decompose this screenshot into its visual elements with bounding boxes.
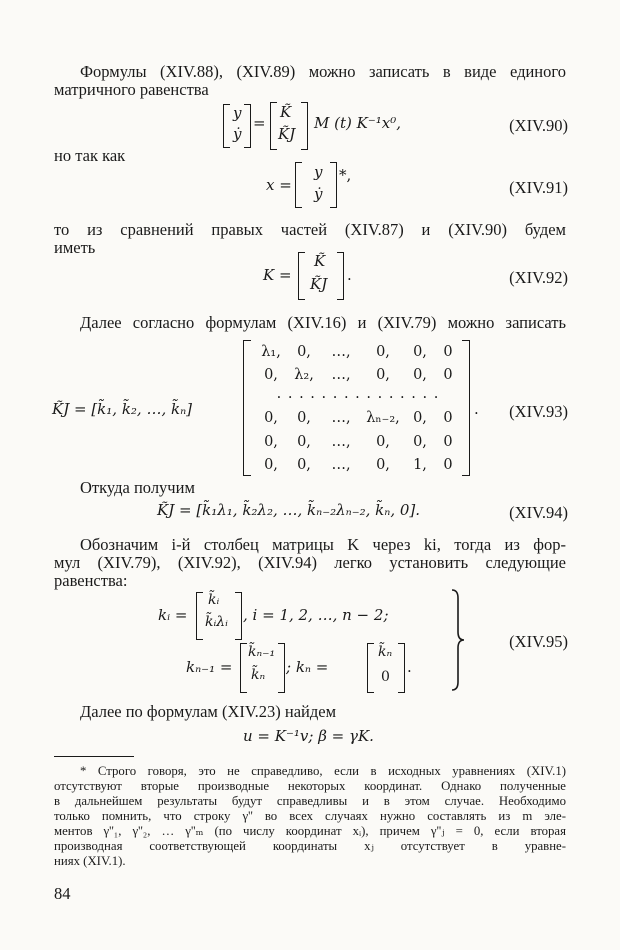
eq95-l2-bot2: 0 [381,669,390,685]
bracket-right [330,162,337,208]
eq92-lhs: K = [263,266,292,284]
matrix-cell: 0, [297,434,311,450]
eq95-l2-mid: ; kₙ = [286,658,329,676]
bracket-right [278,643,285,693]
matrix-cell: 1, [413,457,427,473]
bracket-right [398,643,405,693]
matrix-cell: 0, [376,367,390,383]
eq93-lhs: K̃J = [k̃₁, k̃₂, …, k̃ₙ] [52,400,193,418]
equation-number: (XIV.94) [509,503,568,522]
equation-number: (XIV.90) [509,116,568,135]
eq93-period: . [474,400,479,418]
eq95-l1-bot: k̃ᵢλᵢ [205,614,228,630]
bracket-left [295,162,302,208]
bracket-left [298,252,305,300]
paragraph-6-line-2: мул (XIV.79), (XIV.92), (XIV.94) легко установить следующие [54,553,566,572]
matrix-cell: 0, [297,344,311,360]
bracket-left [196,592,203,640]
bracket-left [367,643,374,693]
eq92-bot: K̃J [310,275,328,293]
footnote-line-4: только помнить, что строку γ'' во всех случаях нужно составлять из m эле- [54,809,566,823]
curly-brace-right [450,588,466,692]
eq95-l2-top: k̃ₙ₋₁ [248,644,276,660]
eq91-bot: ẏ [314,185,323,203]
matrix-cell: 0, [413,410,427,426]
matrix-cell: λₙ₋₂, [366,410,400,426]
eq92-tail: . [347,266,352,284]
matrix-cell: …, [331,434,351,450]
footnote-line-2: отсутствуют вторые производные некоторых координат. Однако полученные [54,779,566,793]
footnote-line-3: в дальнейшем результаты будут справедливы и в этом случае. Необходимо [54,794,566,808]
eq90-tail: M (t) K⁻¹x⁰, [314,114,402,132]
eq90-rhs-bot: K̃J [278,125,296,143]
footnote-line-5: ментов γ''₁, γ''₂, … γ''ₘ (по числу координат xᵢ), причем γ''ⱼ = 0, если вторая [54,824,566,838]
matrix-cell: 0, [264,434,278,450]
matrix-cell: 0 [443,457,453,473]
matrix-cell: 0, [413,344,427,360]
matrix-cell: …, [331,410,351,426]
equation-number: (XIV.91) [509,178,568,197]
bracket-right [244,104,251,148]
bracket-right [301,102,308,150]
bracket-left [240,643,247,693]
equation-number: (XIV.95) [509,632,568,651]
matrix-cell: λ₂, [294,367,314,383]
eq95-l2-top2: k̃ₙ [378,644,393,660]
eq95-l1-lhs: kᵢ = [158,606,188,624]
matrix-cell: 0, [413,434,427,450]
matrix-cell: 0 [443,344,453,360]
matrix-cell: 0, [264,457,278,473]
page-number: 84 [54,884,71,903]
matrix-cell: 0, [376,457,390,473]
eq95-l1-tail: , i = 1, 2, …, n − 2; [243,606,389,624]
matrix-dots-row: . . . . . . . . . . . . . . . [276,386,440,402]
matrix-bracket-right [462,340,470,476]
eq95-l2-lhs: kₙ₋₁ = [186,658,233,676]
matrix-cell: 0, [413,367,427,383]
eq95-l2-bot: k̃ₙ [251,667,266,683]
matrix-cell: 0, [297,410,311,426]
footnote-line-6: производная соответствующей координаты xⱼ отсутствует в уравне- [54,839,566,853]
eq90-rhs-top: K̃ [280,103,292,121]
paragraph-5: Откуда получим [80,478,195,497]
matrix-cell: 0, [376,434,390,450]
eq91-tail: *, [339,166,352,184]
matrix-cell: 0, [264,367,278,383]
matrix-cell: …, [331,457,351,473]
eq95-l1-top: k̃ᵢ [208,592,220,608]
paragraph-3-line-2: иметь [54,238,96,257]
paragraph-6-line-3: равенства: [54,571,128,590]
bracket-left [270,102,277,150]
matrix-cell: 0 [443,434,453,450]
matrix-cell: 0 [443,367,453,383]
eq91-lhs: x = [266,176,292,194]
footnote-rule [54,756,134,757]
footnote-line-1: * Строго говоря, это не справедливо, если в исходных уравнениях (XIV.1) [80,764,566,778]
equation-number: (XIV.92) [509,268,568,287]
matrix-cell: …, [331,344,351,360]
bracket-right [235,592,242,640]
eq90-equals: = [253,114,266,132]
matrix-bracket-left [243,340,251,476]
eq90-lhs-bot: ẏ [233,125,242,143]
matrix-cell: 0, [297,457,311,473]
equation-number: (XIV.93) [509,402,568,421]
paragraph-6-line-1: Обозначим i-й столбец матрицы K через ki, тогда из фор- [80,535,566,554]
paragraph-2: но так как [54,146,126,165]
eq90-lhs-top: y [233,104,242,122]
eq91-top: y [314,163,323,181]
matrix-cell: 0 [443,410,453,426]
paragraph-1-line-2: матричного равенства [54,80,209,99]
equation-u-beta: u = K⁻¹v; β = γK. [243,727,374,745]
matrix-cell: …, [331,367,351,383]
equation-xiv-94: K̃J = [k̃₁λ₁, k̃₂λ₂, …, k̃ₙ₋₂λₙ₋₂, k̃ₙ, 0]. [157,501,421,519]
matrix-cell: 0, [264,410,278,426]
eq95-l2-tail: . [407,658,412,676]
bracket-right [337,252,344,300]
eq92-top: K̃ [314,252,326,270]
footnote-line-7: ниях (XIV.1). [54,854,126,868]
matrix-cell: λ₁, [261,344,281,360]
bracket-left [223,104,230,148]
paragraph-7: Далее по формулам (XIV.23) найдем [80,702,337,721]
paragraph-3-line-1: то из сравнений правых частей (XIV.87) и (XIV.90) будем [54,220,566,239]
matrix-cell: 0, [376,344,390,360]
paragraph-1-line-1: Формулы (XIV.88), (XIV.89) можно записать в виде единого [80,62,566,81]
paragraph-4: Далее согласно формулам (XIV.16) и (XIV.79) можно записать [80,313,566,332]
